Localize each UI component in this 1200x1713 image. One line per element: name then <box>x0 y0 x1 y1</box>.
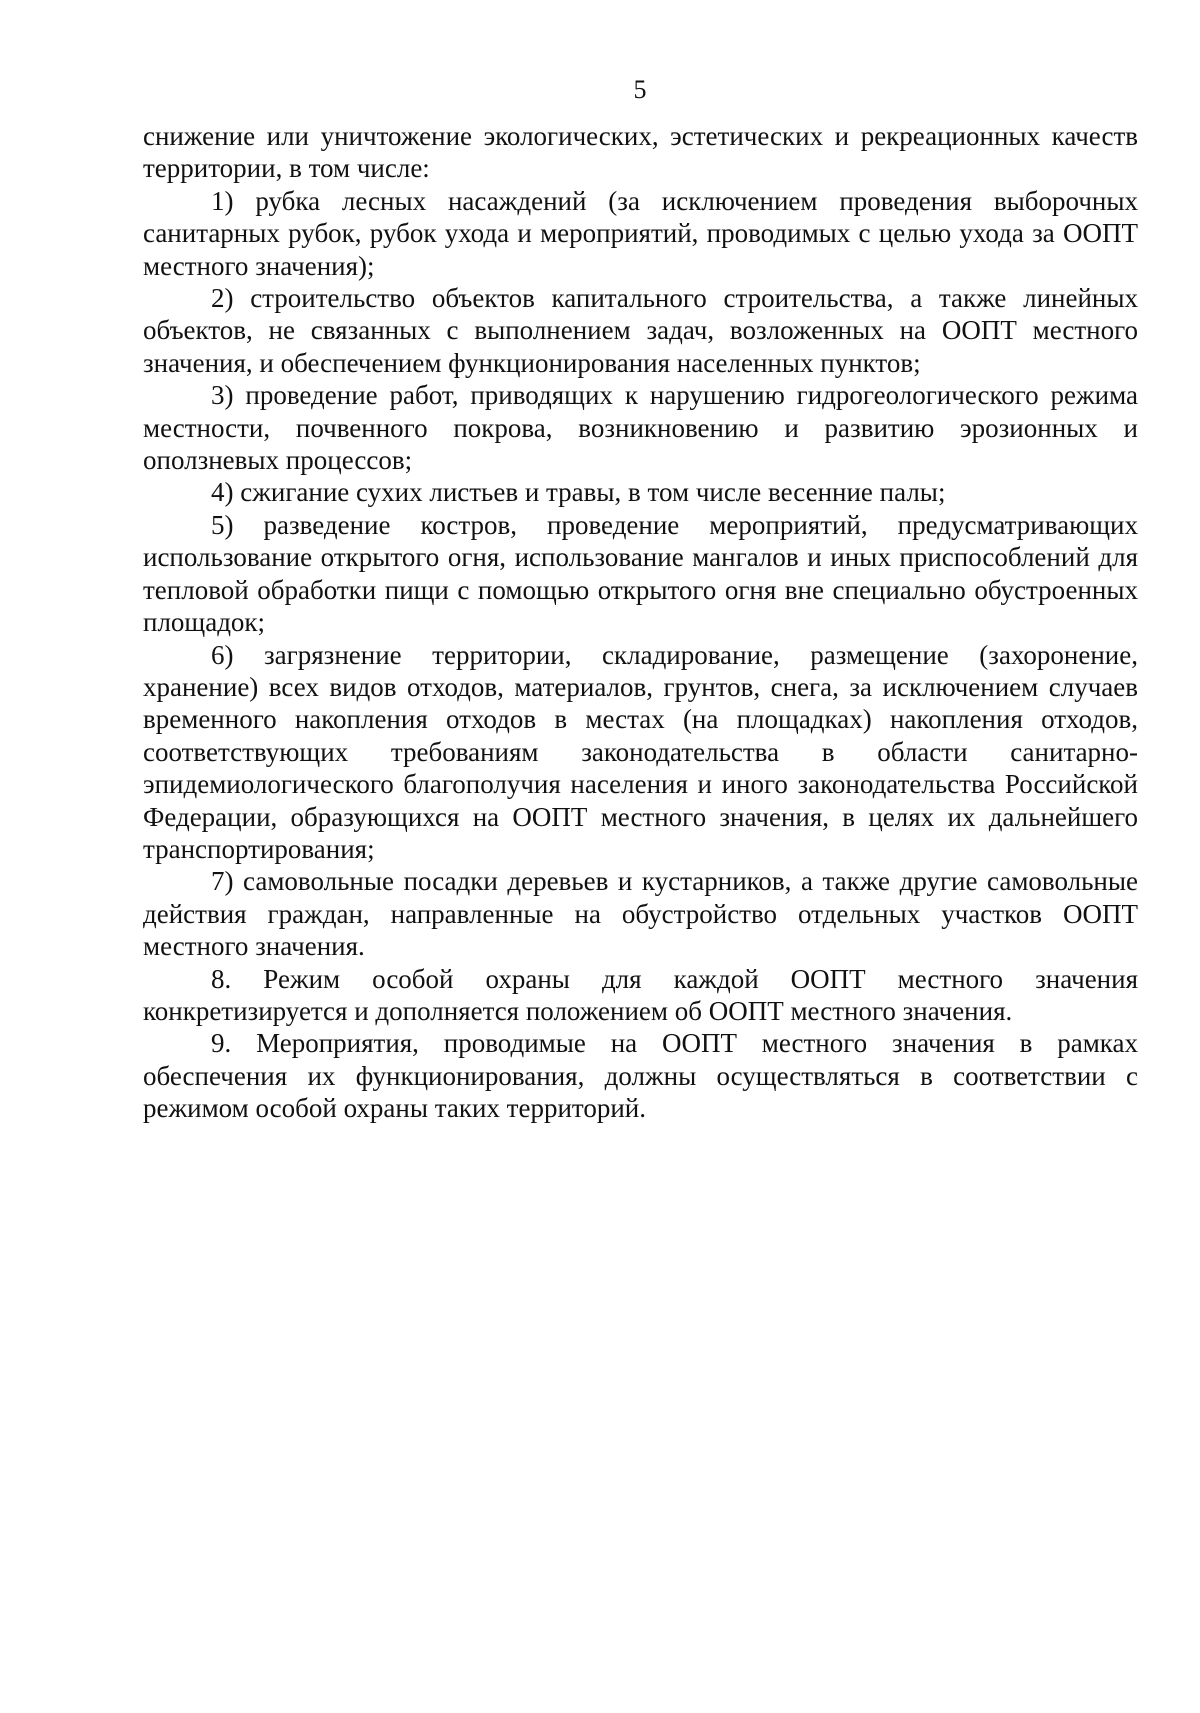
list-item-3: 3) проведение работ, приводящих к нарушению гидрогеологического режима местности, почвенного покрова, возникновению и развитию эрозионных и оползневых процессов; <box>143 380 1138 476</box>
list-item-7: 7) самовольные посадки деревьев и кустарников, а также другие самовольные действия граждан, направленные на обустройство отдельных участков ООПТ местного значения. <box>143 866 1138 962</box>
list-item-6: 6) загрязнение территории, складирование, размещение (захоронение, хранение) всех видов отходов, материалов, грунтов, снега, за исключением случаев временного накопления отходов в местах (на площадках) накопления отходов, соответствующих требованиям законодательства в области санитарно-эпидемиологического благополучия населения и иного законодательства Российской Федерации, образующихся на ООПТ местного значения, в целях их дальнейшего транспортирования; <box>143 639 1138 864</box>
paragraph-intro: снижение или уничтожение экологических, эстетических и рекреационных качеств территории, в том числе: <box>143 121 1138 184</box>
page-number: 5 <box>633 75 647 104</box>
list-item-1: 1) рубка лесных насаждений (за исключением проведения выборочных санитарных рубок, рубок ухода и мероприятий, проводимых с целью ухода за ООПТ местного значения); <box>143 185 1138 281</box>
clause-9: 9. Мероприятия, проводимые на ООПТ местного значения в рамках обеспечения их функционирования, должны осуществляться в соответствии с режимом особой охраны таких территорий. <box>143 1028 1138 1124</box>
list-item-5: 5) разведение костров, проведение мероприятий, предусматривающих использование открытого огня, использование мангалов и иных приспособлений для тепловой обработки пищи с помощью открытого огня вне специально обустроенных площадок; <box>143 509 1138 638</box>
list-item-2: 2) строительство объектов капитального строительства, а также линейных объектов, не связанных с выполнением задач, возложенных на ООПТ местного значения, и обеспечением функционирования населенных пунктов; <box>143 283 1138 378</box>
clause-8: 8. Режим особой охраны для каждой ООПТ местного значения конкретизируется и дополняется положением об ООПТ местного значения. <box>143 963 1138 1026</box>
document-body <box>143 120 1138 1125</box>
list-item-4: 4) сжигание сухих листьев и травы, в том числе весенние палы; <box>211 477 946 508</box>
